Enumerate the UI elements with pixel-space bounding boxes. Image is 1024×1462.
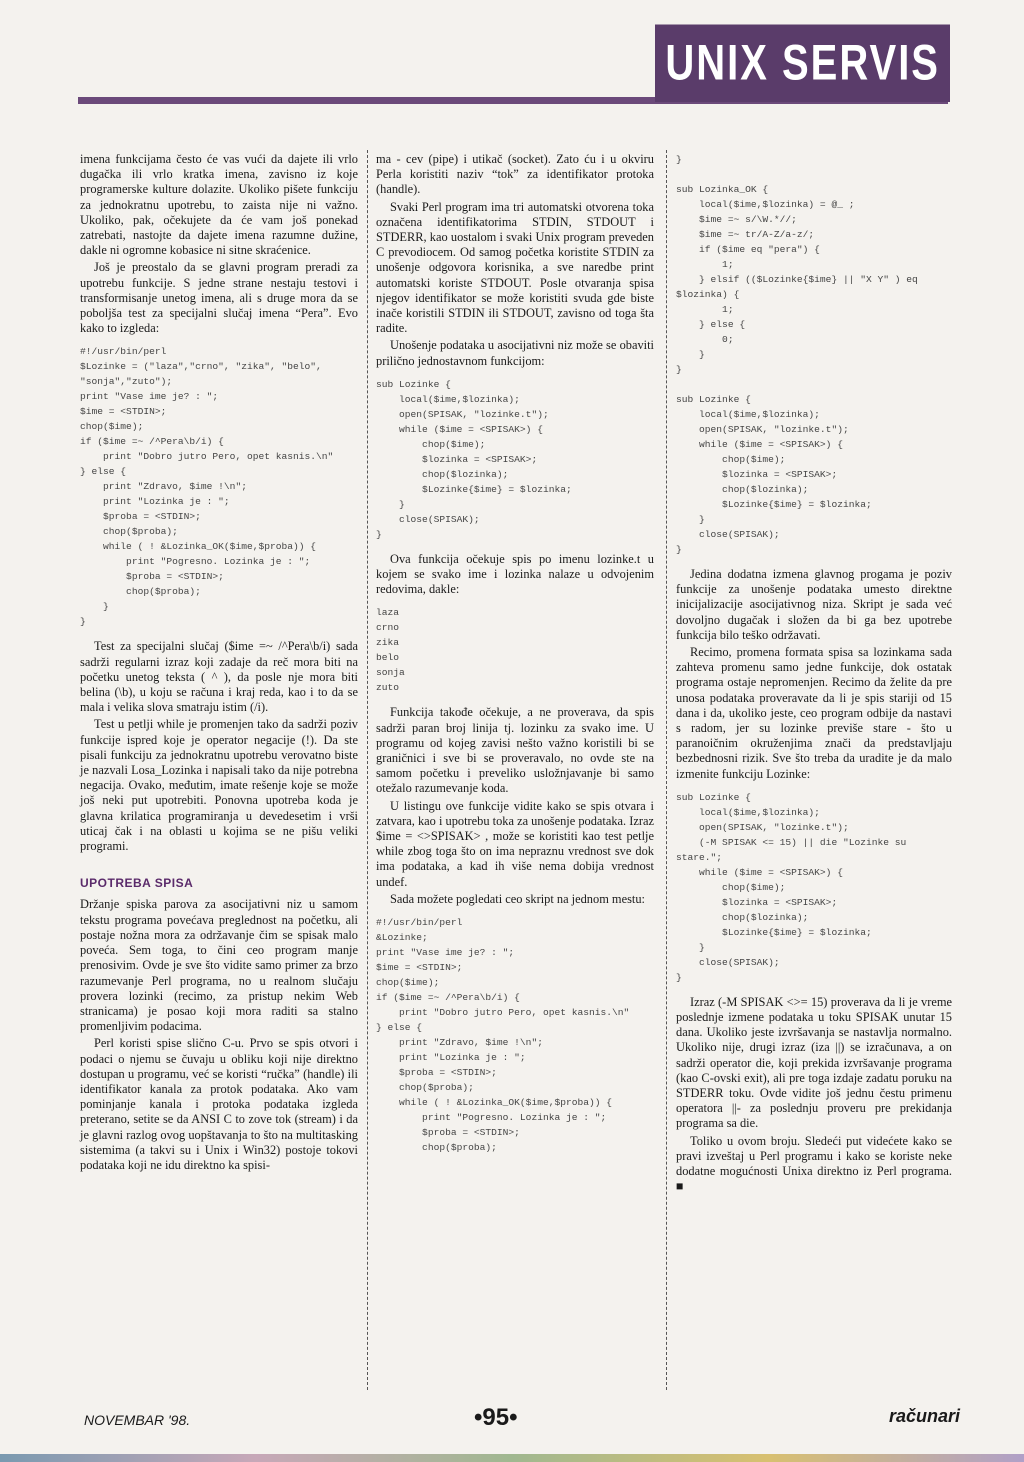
paragraph: Izraz (-M SPISAK <>= 15) proverava da li je vreme poslednje izmene podataka u toku SPISAK unutar 15 dana. Ukoliko jeste izvršavanja se nastavlja normalno. Ukoliko nije, drugi izraz (iza ||) se izračunava, a on sadrži operator die, koji prekida izvršavanje programa (kao C-ovski exit), ali pre toga izdaje zadatu poruku na STDERR toku. Ovde vidite još jednu čestu primenu operatora ||- za poslednju proveru pre prekidanja programa sa die. <box>676 994 952 1131</box>
paragraph: Ova funkcija očekuje spis po imenu lozinke.t u kojem se svako ime i lozinka nalaze u odvojenim redovima, dakle: <box>376 551 654 597</box>
paragraph: Recimo, promena formata spisa sa lozinkama sada zahteva promenu samo jedne funkcije, dok ostatak programa ostaje nepromenjen. Recimo da želite da pre unosa podataka proveravate da li je spis stariji od 15 dana i da, ukoliko jeste, ceo program odbije da nastavi s radom, jer su lozinke previše stare - što u paranoičnim okruženjima znači da predstavljaju bezbednosni rizik. Sve što treba da uradite je da malo izmenite funkciju Lozinke: <box>676 645 952 781</box>
paragraph: Test u petlji while je promenjen tako da sadrži poziv funkcije ispred koje je operator negacije (!). Da ste pisali funkciju za jednokratnu upotrebu verovatno biste je nazvali Losa_Lozinka i napisali tako da nije potrebna negacija. Ovako, međutim, imate rešenje koje se može još neki put upotrebiti. Ponovna upotreba koda je glavna krilatica programiranja u devedesetim i vrši uticaj čak i na oblasti u kojima se ne pišu veliki programi. <box>80 717 358 854</box>
paragraph: Držanje spiska parova za asocijativni niz u samom tekstu programa povećava preglednost na početku, ali postaje nožna mora za održavanje čim se spisak malo poveća. Sem toga, to čini ceo program manje prenosivim. Ovde je sve što vidite samo primer za brzo razumevanje Perl programa, no u realnom slučaju provera lozinki (recimo, za pristup nekim Web stranicama) je posao koji mora raditi sa stalno promenljivim podacima. <box>80 897 358 1034</box>
column-divider <box>367 150 368 1390</box>
column-2 <box>376 152 654 1165</box>
paragraph: Test za specijalni slučaj ($ime =~ /^Pera\b/i) sada sadrži regularni izraz koji zadaje da reč mora biti na početku unetog teksta ( ^ ), da posle nje mora biti belina (\b), u koju se računa i kraj reda, kao i to da se mala i velika slova smatraju istim (/i). <box>80 639 358 715</box>
paragraph: Jedina dodatna izmena glavnog progama je poziv funkcije za unošenje podataka umesto direktne inicijalizacije asocijativnog niza. Skript je sada već dovoljno dugačak i složen da bi ga bez upotrebe funkcija bilo teško održavati. <box>676 567 952 642</box>
column-3 <box>676 152 952 1196</box>
column-divider <box>666 150 667 1390</box>
paragraph: imena funkcijama često će vas vući da dajete ili vrlo dugačka ili vrlo kratka imena, zavisno iz koje programerske kulture dolazite. Ukoliko pišete funkciju za jednokratnu upotrebu, to zaista nije ni važno. Ukoliko, pak, očekujete da će vam još ponekad zatrebati, nastojte da dajete imena razumne dužine, dakle ni ogromne kobasice ni sitne skraćenice. <box>80 152 358 258</box>
code-listing: sub Lozinke { local($ime,$lozinka); open(SPISAK, "lozinke.t"); (-M SPISAK <= 15) || die "Lozinke su stare."; while ($ime = <SPISAK>) { chop($ime); $lozinka = <SPISAK>; chop($lozinka); $Lozinke{$ime} = $lozinka; } close(SPISAK); } <box>676 791 907 983</box>
paragraph: ma - cev (pipe) i utikač (socket). Zato ću i u okviru Perla koristiti naziv “tok” za identifikator protoka (handle). <box>376 152 654 197</box>
magazine-name: računari <box>888 1406 960 1426</box>
paragraph: Perl koristi spise slično C-u. Prvo se spis otvori i podaci o njemu se čuvaju u obliku koji nije direktno dostupan u programu, već se koristi “ručka” (handle) ili identifikator kanala za protok podataka. Ako vam pominjanje kanala i protoka podataka izgleda preterano, setite se da ANSI C to zove tok (stream) i da je glavni razlog ovog uopštavanja to što na multitasking sistemima (a takvi su i Unix i Win32) postoje tokovi podataka koji ne idu direktno ka spisi- <box>80 1036 358 1172</box>
column-1 <box>80 152 358 1175</box>
issue-date: NOVEMBAR '98. <box>84 1412 191 1428</box>
paragraph: Svaki Perl program ima tri automatski otvorena toka označena identifikatorima STDIN, STDOUT i STDERR, kao uostalom i svaki Unix program preveden C prevodiocem. Od samog početka koristite STDIN za unošenje odgovora korisnika, a sve naredbe print automatski koriste STDOUT. Posle otvaranja spisa njegov identifikator se može koristiti svuda gde biste inače koristili STDIN ili STDOUT, zavisno od toga šta radite. <box>376 199 654 336</box>
paragraph: Unošenje podataka u asocijativni niz može se obaviti prilično jednostavnom funkcijom: <box>376 338 654 368</box>
section-title: UNIX SERVIS <box>655 25 950 103</box>
paragraph: Funkcija takođe očekuje, a ne proverava, da spis sadrži paran broj linija tj. lozinku za svako ime. U programu od kojeg zavisi nešto važno koristili bi se graničnici i sve bi se proveravalo, no ovde ste na samom početku i preveliko usložnjavanje bi samo otežalo razumevanje koda. <box>376 705 654 796</box>
page-number: •95• <box>474 1404 518 1431</box>
code-listing: laza crno zika belo sonja zuto <box>376 607 405 694</box>
code-listing: #!/usr/bin/perl $Lozinke = ("laza","crno", "zika", "belo", "sonja","zuto"); print "Vase ime je? : "; $ime = <STDIN>; chop($ime); if ($ime =~ /^Pera\b/i) { print "Dobro jutro Pero, opet kasnis.\n" } else { print "Zdravo, $ime !\n"; print "Lozinka je : "; $proba = <STDIN>; chop($proba); while ( ! &Lozinka_OK($ime,$proba)) { print "Pogresno. Lozinka je : "; $proba = <STDIN>; chop($proba); } } <box>80 346 334 628</box>
paragraph: Sada možete pogledati ceo skript na jednom mestu: <box>390 891 645 906</box>
paragraph: U listingu ove funkcije vidite kako se spis otvara i zatvara, kao i upotrebu toka za unošenje podataka. Izraz $ime = <>SPISAK> , može se koristiti kao test petlje while zbog toga što on ima nepraznu vrednost sve dok ima podataka, a kad ih više nema dobija vrednost undef. <box>376 798 654 889</box>
paragraph: Toliko u ovom broju. Sledeći put videćete kako se pravi izveštaj u Perl programu i kako se koriste neke dodatne mogućnosti Unixa direktno iz Perl programa. ■ <box>676 1133 952 1194</box>
section-heading: UPOTREBA SPISA <box>80 876 194 891</box>
code-listing: } sub Lozinka_OK { local($ime,$lozinka) = @_ ; $ime =~ s/\W.*//; $ime =~ tr/A-Z/a-z/; if ($ime eq "pera") { 1; } elsif (($Lozinke{$ime} || "X Y" ) eq $lozinka) { 1; } else { 0; } } sub Lozinke { local($ime,$lozinka); open(SPISAK, "lozinke.t"); while ($ime = <SPISAK>) { chop($ime); $lozinka = <SPISAK>; chop($lozinka); $Lozinke{$ime} = $lozinka; } close(SPISAK); } <box>676 154 918 555</box>
code-listing: sub Lozinke { local($ime,$lozinka); open(SPISAK, "lozinke.t"); while ($ime = <SPISAK>) { chop($ime); $lozinka = <SPISAK>; chop($lozinka); $Lozinke{$ime} = $lozinka; } close(SPISAK); } <box>376 378 572 540</box>
paragraph: Još je preostalo da se glavni program preradi za upotrebu funkcije. S jedne strane nestaju testovi i transformisanje unetog imena, ali s druge mora da se poboljša test za specijalni slučaj imena “Pera”. Evo kako to izgleda: <box>80 260 358 336</box>
code-listing: #!/usr/bin/perl &Lozinke; print "Vase ime je? : "; $ime = <STDIN>; chop($ime); if ($ime =~ /^Pera\b/i) { print "Dobro jutro Pero, opet kasnis.\n" } else { print "Zdravo, $ime !\n"; print "Lozinka je : "; $proba = <STDIN>; chop($proba); while ( ! &Lozinka_OK($ime,$proba)) { print "Pogresno. Lozinka je : "; $proba = <STDIN>; chop($proba); <box>376 917 630 1154</box>
decorative-strip <box>0 1454 1024 1462</box>
